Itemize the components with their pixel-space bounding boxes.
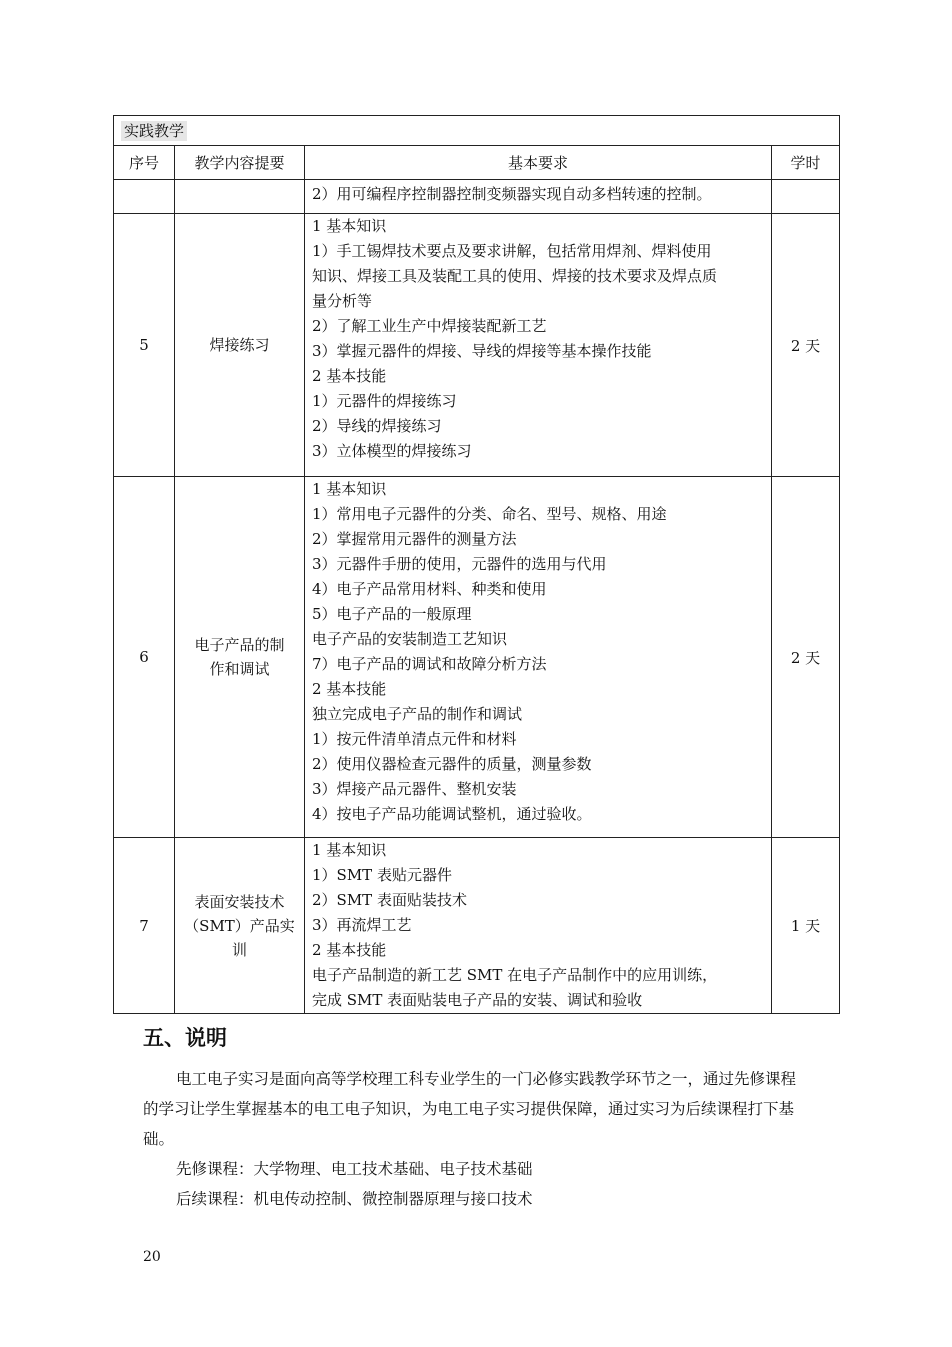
row-topic — [175, 477, 305, 838]
description-paragraph: 电工电子实习是面向高等学校理工科专业学生的一门必修实践教学环节之一，通过先修课程的学习让学生掌握基本的电工电子知识，为电工电子实习提供保障，通过实习为后续课程打下基础。 — [143, 1070, 797, 1148]
header-content: 教学内容提要 — [175, 146, 305, 180]
requirement-line: 1）元器件的焊接练习 — [312, 392, 457, 410]
row-num: 7 — [114, 838, 175, 1014]
table-header-row — [114, 146, 840, 180]
requirement-line: 知识、焊接工具及装配工具的使用、焊接的技术要求及焊点质 — [312, 267, 718, 285]
requirement-line: 1）手工锡焊技术要点及要求讲解，包括常用焊剂、焊料使用 — [312, 242, 712, 260]
requirement-line: 2 基本技能 — [312, 941, 387, 959]
row-topic: 焊接练习 — [175, 214, 305, 477]
requirement-line: 1 基本知识 — [312, 841, 387, 859]
section-body — [143, 1064, 809, 1214]
row-requirements — [305, 838, 772, 1014]
requirement-line: 完成 SMT 表面贴装电子产品的安装、调试和验收 — [312, 991, 643, 1009]
table-row — [114, 180, 840, 214]
table-section-title: 实践教学 — [121, 121, 187, 141]
section-heading: 五、说明 — [143, 1026, 227, 1050]
requirement-line: 电子产品的安装制造工艺知识 — [312, 630, 508, 648]
header-hours: 学时 — [772, 146, 840, 180]
header-requirements: 基本要求 — [305, 146, 772, 180]
requirement-line: 1 基本知识 — [312, 480, 387, 498]
row-hours: 1 天 — [772, 838, 840, 1014]
requirement-line: 1 基本知识 — [312, 217, 387, 235]
requirement-line: 2）了解工业生产中焊接装配新工艺 — [312, 317, 547, 335]
requirement-line: 7）电子产品的调试和故障分析方法 — [312, 655, 547, 673]
row-hours — [772, 180, 840, 214]
row-requirements — [305, 477, 772, 838]
topic-line: （SMT）产品实 — [184, 916, 295, 935]
requirement-line: 2 基本技能 — [312, 367, 387, 385]
requirement-line: 4）电子产品常用材料、种类和使用 — [312, 580, 547, 598]
requirement-line: 3）焊接产品元器件、整机安装 — [312, 780, 517, 798]
requirement-line: 电子产品制造的新工艺 SMT 在电子产品制作中的应用训练， — [312, 966, 718, 984]
table-row — [114, 214, 840, 477]
page-number: 20 — [143, 1249, 161, 1265]
requirement-line: 独立完成电子产品的制作和调试 — [312, 705, 523, 723]
header-num: 序号 — [114, 146, 175, 180]
followup-courses: 后续课程：机电传动控制、微控制器原理与接口技术 — [176, 1190, 533, 1208]
requirement-line: 量分析等 — [312, 292, 373, 310]
requirement-line: 2）导线的焊接练习 — [312, 417, 442, 435]
topic-line: 表面安装技术 — [194, 892, 285, 911]
row-hours: 2 天 — [772, 214, 840, 477]
requirement-line: 2）用可编程序控制器控制变频器实现自动多档转速的控制。 — [312, 185, 712, 203]
requirement-line: 3）掌握元器件的焊接、导线的焊接等基本操作技能 — [312, 342, 652, 360]
requirement-line: 3）再流焊工艺 — [312, 916, 412, 934]
requirement-line: 1）SMT 表贴元器件 — [312, 866, 452, 884]
row-requirements — [305, 180, 772, 214]
table-section-row — [114, 116, 840, 146]
requirement-line: 2）使用仪器检查元器件的质量，测量参数 — [312, 755, 592, 773]
row-hours: 2 天 — [772, 477, 840, 838]
row-topic — [175, 838, 305, 1014]
practice-teaching-table — [113, 115, 840, 1014]
requirement-line: 2）掌握常用元器件的测量方法 — [312, 530, 517, 548]
requirement-line: 4）按电子产品功能调试整机，通过验收。 — [312, 805, 592, 823]
requirement-line: 3）立体模型的焊接练习 — [312, 442, 472, 460]
table-row — [114, 838, 840, 1014]
table-row — [114, 477, 840, 838]
prerequisite-courses: 先修课程：大学物理、电工技术基础、电子技术基础 — [176, 1160, 533, 1178]
requirement-line: 1）常用电子元器件的分类、命名、型号、规格、用途 — [312, 505, 667, 523]
row-requirements — [305, 214, 772, 477]
requirement-line: 5）电子产品的一般原理 — [312, 605, 472, 623]
requirement-line: 1）按元件清单清点元件和材料 — [312, 730, 517, 748]
requirement-line: 2 基本技能 — [312, 680, 387, 698]
row-num: 6 — [114, 477, 175, 838]
topic-line: 训 — [231, 940, 247, 959]
requirement-line: 3）元器件手册的使用，元器件的选用与代用 — [312, 555, 607, 573]
requirement-line: 2）SMT 表面贴装技术 — [312, 891, 467, 909]
row-num: 5 — [114, 214, 175, 477]
row-topic — [175, 180, 305, 214]
row-num — [114, 180, 175, 214]
topic-line: 作和调试 — [209, 660, 270, 678]
topic-line: 电子产品的制 — [194, 636, 285, 654]
